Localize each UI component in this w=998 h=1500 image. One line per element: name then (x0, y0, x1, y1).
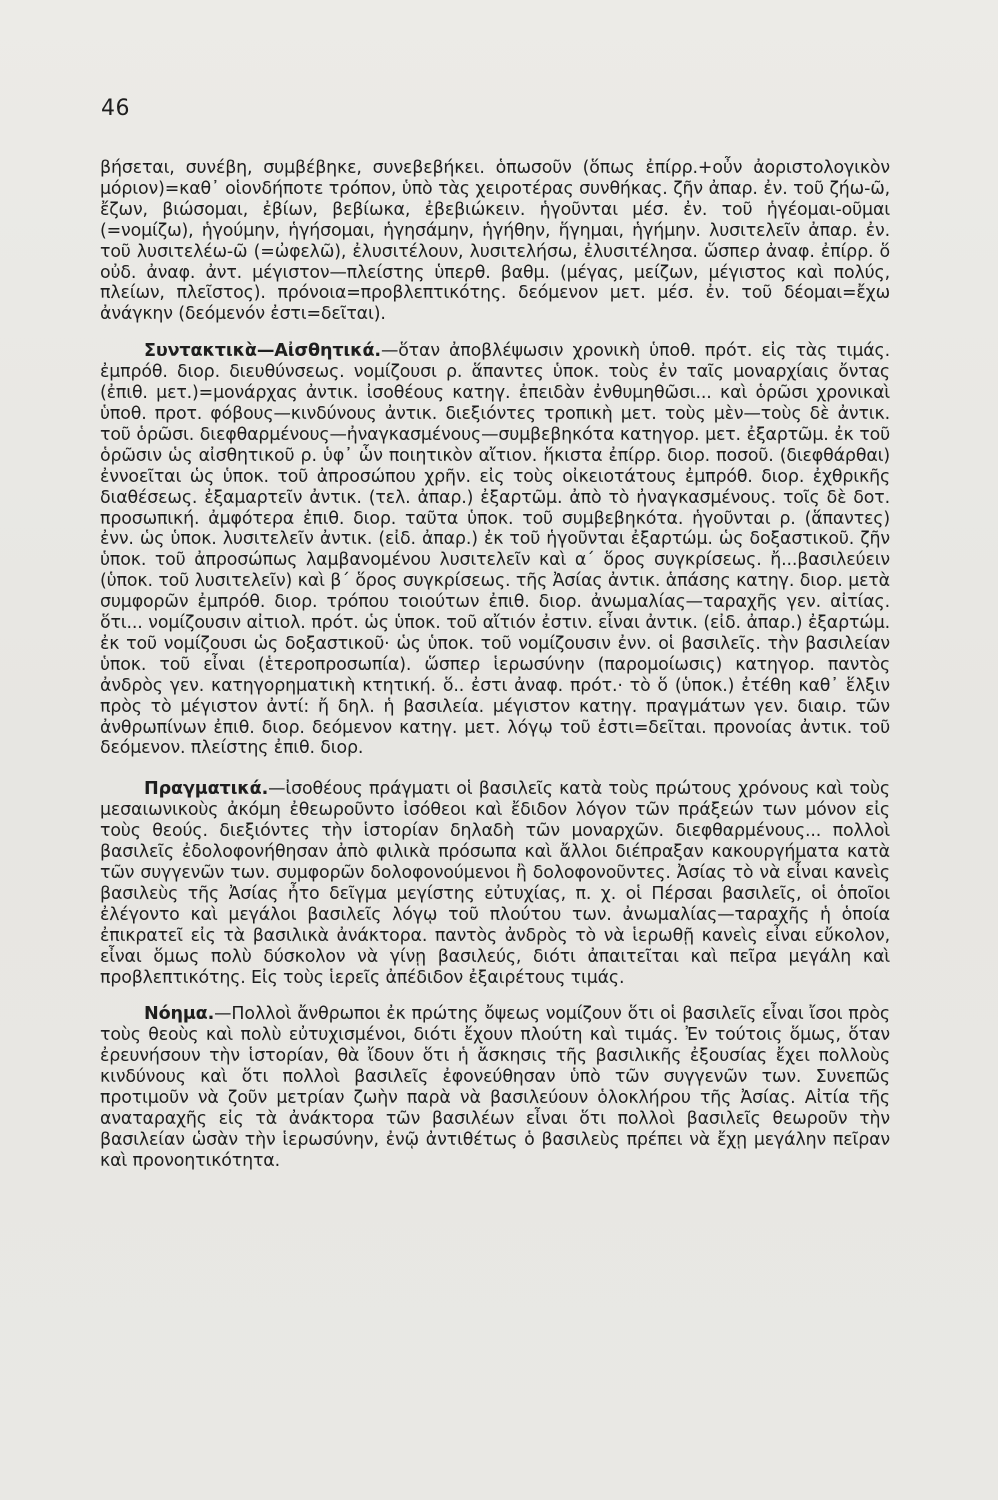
factual-section (100, 779, 890, 988)
vocabulary-paragraph: βήσεται, συνέβη, συμβέβηκε, συνεβεβήκει. ὁπωσοῦν (ὅπως ἐπίρρ.+οὖν ἀοριστολογικὸν μόριον)=καθ᾽ οἱονδήποτε τρόπον, ὑπὸ τὰς χειροτέρας συνθήκας. ζῆν ἀπαρ. ἐν. τοῦ ζήω-ῶ, ἔζων, βιώσομαι, ἐβίων, βεβίωκα, ἐβεβιώκειν. ἡγοῦνται μέσ. ἐν. τοῦ ἡγέομαι-οῦμαι (=νομίζω), ἡγούμην, ἡγήσομαι, ἡγησάμην, ἡγήθην, ἥγημαι, ἡγήμην. λυσιτελεῖν ἀπαρ. ἐν. τοῦ λυσιτελέω-ῶ (=ὠφελῶ), ἐλυσιτέλουν, λυσιτελήσω, ἐλυσιτέλησα. ὥσπερ ἀναφ. ἐπίρρ. ὅ οὐδ. ἀναφ. ἀντ. μέγιστον—πλείστης ὑπερθ. βαθμ. (μέγας, μείζων, μέγιστος καὶ πολύς, πλείων, πλεῖστος). πρόνοια=προβλεπτικότης. δεόμενον μετ. μέσ. ἐν. τοῦ δέομαι=ἔχω ἀνάγκην (δεόμενόν ἐστι=δεῖται). (100, 158, 890, 325)
page-number: 46 (101, 96, 130, 121)
commentary-text (100, 158, 890, 1172)
syntax-heading: Συντακτικὰ—Αἰσθητικά. (144, 341, 381, 362)
meaning-body: —Πολλοὶ ἄνθρωποι ἐκ πρώτης ὄψεως νομίζουν ὅτι οἱ βασιλεῖς εἶναι ἴσοι πρὸς τοὺς θεοὺς καὶ πολὺ εὐτυχισμένοι, διότι ἔχουν πλούτη καὶ τιμάς. Ἐν τούτοις ὅμως, ὅταν ἐρευνήσουν τὴν ἱστορίαν, θὰ ἴδουν ὅτι ἡ ἄσκησις τῆς βασιλικῆς ἐξουσίας ἔχει πολλοὺς κινδύνους καὶ ὅτι πολλοὶ βασιλεῖς ἐφονεύθησαν ὑπὸ τῶν συγγενῶν των. Συνεπῶς προτιμοῦν νὰ ζοῦν μετρίαν ζωὴν παρὰ νὰ βασιλεύουν ὁλοκλήρου τῆς Ἀσίας. Αἰτία τῆς αναταραχῆς εἰς τὰ ἀνάκτορα τῶν βασιλέων εἶναι ὅτι πολλοὶ βασιλεῖς θεωροῦν τὴν βασιλείαν ὡσὰν τὴν ἱερωσύνην, ἐνῷ ἀντιθέτως ὁ βασιλεὺς πρέπει νὰ ἔχῃ μεγάλην πεῖραν καὶ προνοητικότητα. (100, 1004, 890, 1171)
syntax-body: —ὅταν ἀποβλέψωσιν χρονικὴ ὑποθ. πρότ. εἰς τὰς τιμάς. ἐμπρόθ. διορ. διευθύνσεως. νομίζουσι ρ. ἅπαντες ὑποκ. τοὺς ἐν ταῖς μοναρχίαις ὄντας (ἐπιθ. μετ.)=μονάρχας ἀντικ. ἰσοθέους κατηγ. ἐπειδὰν ἐνθυμηθῶσι... καὶ ὁρῶσι χρονικαὶ ὑποθ. προτ. φόβους—κινδύνους ἀντικ. διεξιόντες τροπικὴ μετ. τοὺς μὲν—τοὺς δὲ ἀντικ. τοῦ ὁρῶσι. διεφθαρμένους—ἠναγκασμένους—συμβεβηκότα κατηγορ. μετ. ἐξαρτῶμ. ἐκ τοῦ ὁρῶσιν ὡς αἰσθητικοῦ ρ. ὑφ᾽ ὧν ποιητικὸν αἴτιον. ἥκιστα ἐπίρρ. διορ. ποσοῦ. (διεφθάρθαι) ἐννοεῖται ὡς ὑποκ. τοῦ ἀπροσώπου χρῆν. εἰς τοὺς οἰκειοτάτους ἐμπρόθ. διορ. ἐχθρικῆς διαθέσεως. ἐξαμαρτεῖν ἀντικ. (τελ. ἀπαρ.) ἐξαρτῶμ. ἀπὸ τὸ ἠναγκασμένους. τοῖς δὲ δοτ. προσωπική. ἀμφότερα ἐπιθ. διορ. ταῦτα ὑποκ. τοῦ συμβεβηκότα. ἡγοῦνται ρ. (ἅπαντες) ἐνν. ὡς ὑποκ. λυσιτελεῖν ἀντικ. (εἰδ. ἀπαρ.) ἐκ τοῦ ἡγοῦνται ἐξαρτώμ. ὡς δοξαστικοῦ. ζῆν ὑποκ. τοῦ ἀπροσώπως λαμβανομένου λυσιτελεῖν καὶ α΄ ὅρος συγκρίσεως. ἤ...βασιλεύειν (ὑποκ. τοῦ λυσιτελεῖν) καὶ β΄ ὅρος συγκρίσεως. τῆς Ἀσίας ἀντικ. ἁπάσης κατηγ. διορ. μετὰ συμφορῶν ἐμπρόθ. διορ. τρόπου τοιούτων ἐπιθ. διορ. ἀνωμαλίας—ταραχῆς γεν. αἰτίας. ὅτι... νομίζουσιν αἰτιολ. πρότ. ὡς ὑποκ. τοῦ αἴτιόν ἐστιν. εἶναι ἀντικ. (εἰδ. ἀπαρ.) ἐξαρτώμ. ἐκ τοῦ νομίζουσι ὡς δοξαστικοῦ· ὡς ὑποκ. τοῦ νομίζουσιν ἐνν. οἱ βασιλεῖς. τὴν βασιλείαν ὑποκ. τοῦ εἶναι (ἑτεροπροσωπία). ὥσπερ ἱερωσύνην (παρομοίωσις) κατηγορ. παντὸς ἀνδρὸς γεν. κατηγορηματικὴ κτητική. ὅ.. ἐστι ἀναφ. πρότ.· τὸ ὅ (ὑποκ.) ἐτέθη καθ᾽ ἕλξιν πρὸς τὸ μέγιστον ἀντί: ἤ δηλ. ἡ βασιλεία. μέγιστον κατηγ. πραγμάτων γεν. διαιρ. τῶν ἀνθρωπίνων ἐπιθ. διορ. δεόμενον κατηγ. μετ. λόγῳ τοῦ ἐστι=δεῖται. προνοίας ἀντικ. τοῦ δεόμενον. πλείστης ἐπιθ. διορ. (100, 341, 890, 759)
meaning-section (100, 1004, 890, 1171)
factual-heading: Πραγματικά. (144, 779, 269, 800)
meaning-heading: Νόημα. (144, 1004, 215, 1025)
syntax-section (100, 341, 890, 759)
factual-body: —ἰσοθέους πράγματι οἱ βασιλεῖς κατὰ τοὺς πρώτους χρόνους καὶ τοὺς μεσαιωνικοὺς ἀκόμη ἐθεωροῦντο ἰσόθεοι καὶ ἔδιδον λόγον τῶν πράξεών των μόνον εἰς τοὺς θεούς. διεξιόντες τὴν ἱστορίαν δηλαδὴ τῶν μοναρχῶν. διεφθαρμένους... πολλοὶ βασιλεῖς ἐδολοφονήθησαν ἀπὸ φιλικὰ πρόσωπα καὶ ἄλλοι διέπραξαν κακουργήματα κατὰ τῶν συγγενῶν των. συμφορῶν δολοφονούμενοι ἢ δολοφονοῦντες. Ἀσίας τὸ νὰ εἶναι κανεὶς βασιλεὺς τῆς Ἀσίας ἦτο δεῖγμα μεγίστης εὐτυχίας, π. χ. οἱ Πέρσαι βασιλεῖς, οἱ ὁποῖοι ἐλέγοντο καὶ μεγάλοι βασιλεῖς λόγῳ τοῦ πλούτου των. ἀνωμαλίας—ταραχῆς ἡ ὁποία ἐπικρατεῖ εἰς τὰ βασιλικὰ ἀνάκτορα. παντὸς ἀνδρὸς τὸ νὰ ἱερωθῇ κανεὶς εἶναι εὔκολον, εἶναι ὅμως πολὺ δύσκολον νὰ γίνῃ βασιλεύς, διότι ἀπαιτεῖται καὶ πεῖρα μεγάλη καὶ προβλεπτικότης. Εἰς τοὺς ἱερεῖς ἀπέδιδον ἐξαιρέτους τιμάς. (100, 779, 890, 988)
